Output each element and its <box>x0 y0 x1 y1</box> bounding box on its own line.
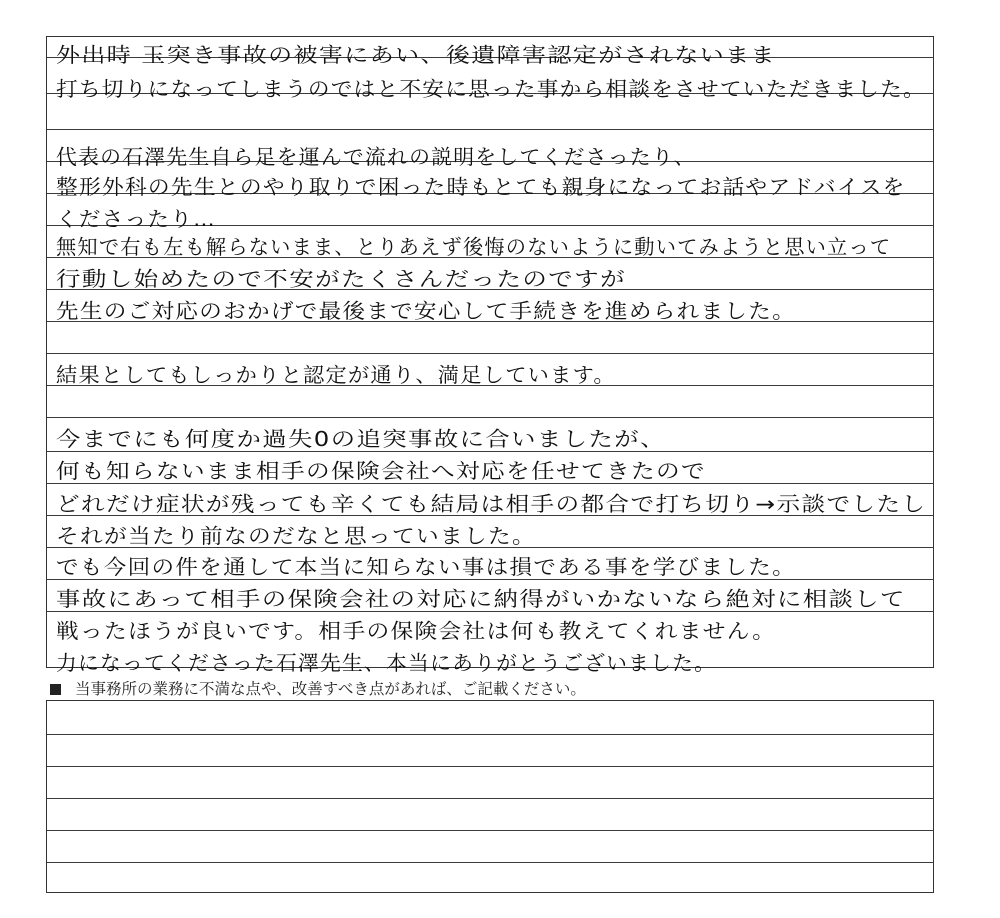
handwritten-line: それが当たり前なのだなと思っていました。 <box>56 524 537 548</box>
handwritten-line: 今までにも何度か過失0の追突事故に合いましたが、 <box>56 427 666 451</box>
ruled-line <box>47 766 933 767</box>
improvement-prompt <box>50 677 586 699</box>
handwritten-line: 代表の石澤先生自ら足を運んで流れの説明をしてくださったり、 <box>56 145 697 169</box>
prompt-text: 当事務所の業務に不満な点や、改善すべき点があれば、ご記載ください。 <box>75 680 586 698</box>
handwritten-line: 戦ったほうが良いです。相手の保険会社は何も教えてくれません。 <box>56 619 777 643</box>
handwritten-line: でも今回の件を通して本当に知らない事は損である事を学びました。 <box>56 555 796 579</box>
handwritten-line: どれだけ症状が残っても辛くても結局は相手の都合で打ち切り→示談でしたし <box>56 492 927 516</box>
ruled-line <box>47 129 933 130</box>
handwritten-line: 事故にあって相手の保険会社の対応に納得がいかないなら絶対に相談して <box>56 587 906 611</box>
handwritten-line: 外出時 玉突き事故の被害にあい、後遺障害認定がされないまま <box>56 43 776 67</box>
improvement-answer-box <box>46 700 934 893</box>
handwritten-line: 整形外科の先生とのやり取りで困った時もとても親身になってお話やアドバイスを <box>56 175 906 199</box>
ruled-line <box>47 353 933 354</box>
ruled-line <box>47 798 933 799</box>
ruled-line <box>47 862 933 863</box>
handwritten-line: 何も知らないまま相手の保険会社へ対応を任せてきたので <box>56 459 706 483</box>
ruled-line <box>47 830 933 831</box>
handwritten-line: 結果としてもしっかりと認定が通り、満足しています。 <box>56 363 616 387</box>
square-bullet-icon <box>50 684 61 695</box>
ruled-line <box>47 734 933 735</box>
ruled-line <box>47 417 933 418</box>
handwritten-line: くださったり… <box>56 207 216 231</box>
handwritten-line: 先生のご対応のおかげで最後まで安心して手続きを進められました。 <box>56 299 796 323</box>
handwritten-line: 行動し始めたので不安がたくさんだったのですが <box>56 267 627 291</box>
handwritten-line: 打ち切りになってしまうのではと不安に思った事から相談をさせていただきました。 <box>56 77 926 101</box>
handwritten-line: 力になってくださった石澤先生、本当にありがとうございました。 <box>56 651 717 675</box>
handwritten-line: 無知で右も左も解らないまま、とりあえず後悔のないように動いてみようと思い立って <box>56 235 892 259</box>
